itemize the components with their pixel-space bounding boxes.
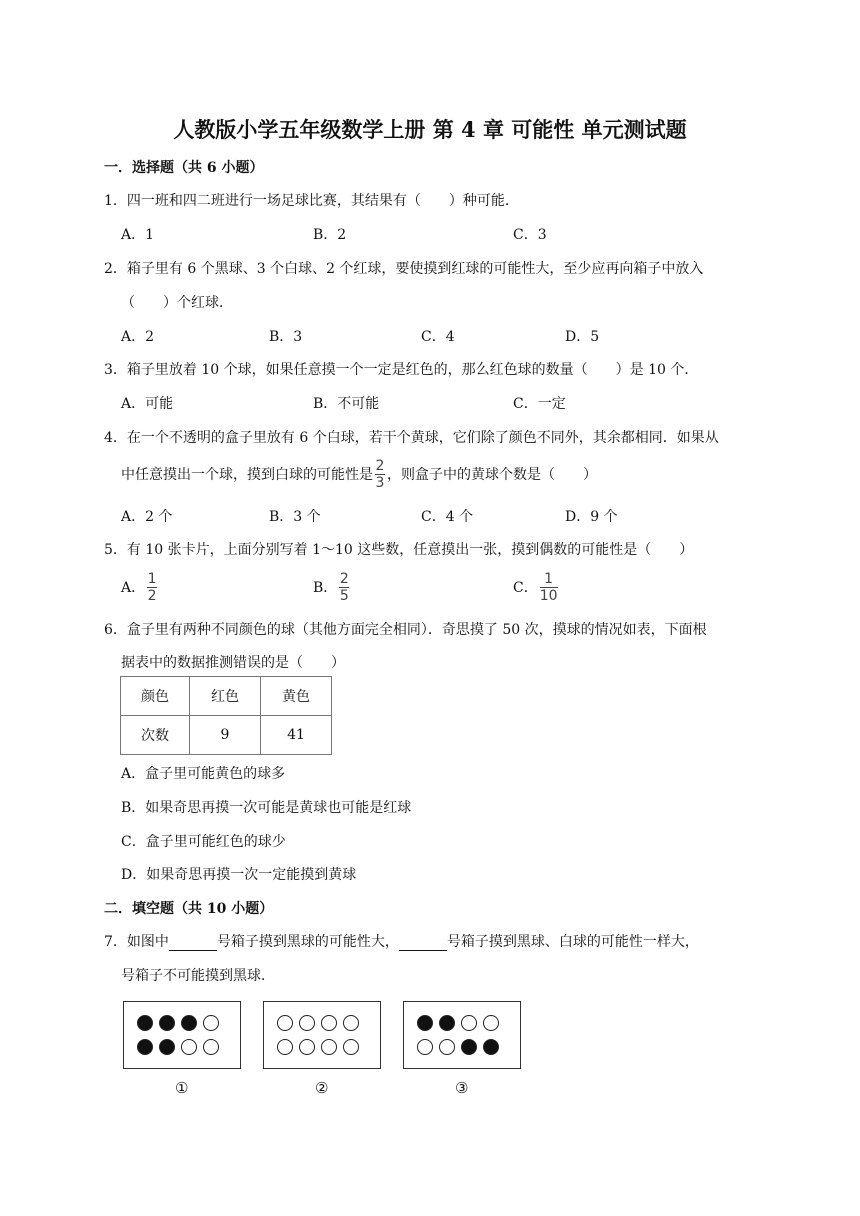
q3-stem: 3．箱子里放着 10 个球，如果任意摸一个一定是红色的，那么红色球的数量（ ）是 10 个．	[104, 362, 699, 378]
q6-data-table	[120, 676, 332, 755]
q2-option-c: C．4	[421, 329, 455, 345]
table-cell: 41	[261, 716, 332, 755]
table-header-row	[121, 677, 332, 716]
fraction-numerator: 1	[544, 570, 554, 587]
black-ball	[137, 1039, 153, 1055]
q6-stem-line1: 6．盒子里有两种不同颜色的球（其他方面完全相同）．奇思摸了 50 次，摸球的情况如表，下面根	[104, 622, 707, 638]
box-number-label: ②	[315, 1079, 329, 1097]
answer-blank[interactable]	[399, 936, 447, 951]
q1-option-b: B．2	[313, 227, 347, 243]
q5-option-c-fraction	[540, 572, 558, 603]
q6-option-d: D．如果奇思再摸一次一定能摸到黄球	[121, 867, 357, 883]
section-heading-choice: 一．选择题（共 6 小题）	[104, 160, 264, 176]
fraction-denominator: 10	[539, 587, 558, 604]
q4-option-a: A．2 个	[121, 509, 173, 525]
white-ball	[417, 1039, 433, 1055]
q3-option-a: A．可能	[121, 396, 174, 412]
q6-option-a: A．盒子里可能黄色的球多	[121, 766, 286, 782]
white-ball	[203, 1015, 219, 1031]
white-ball	[483, 1015, 499, 1031]
q4-option-b: B．3 个	[269, 509, 321, 525]
ball-box-2	[263, 1001, 381, 1069]
black-ball	[483, 1039, 499, 1055]
q5-option-b-fraction	[339, 572, 349, 603]
q5-option-b-label: B．	[313, 580, 338, 596]
q4-stem-line1: 4．在一个不透明的盒子里放有 6 个白球，若干个黄球，它们除了颜色不同外，其余都相同．如果从	[104, 430, 719, 446]
q2-stem-line2: （ ）个红球．	[121, 295, 233, 311]
q7-text-3: 号箱子摸到黑球、白球的可能性一样大，	[446, 934, 699, 950]
q4-fraction-denominator: 3	[375, 474, 385, 491]
white-ball	[299, 1015, 315, 1031]
q4-fraction-numerator: 2	[375, 457, 385, 474]
q2-stem-line1: 2．箱子里有 6 个黑球、3 个白球、2 个红球，要使摸到红球的可能性大，至少应再向箱子中放入	[104, 261, 704, 277]
white-ball	[203, 1039, 219, 1055]
q4-stem-line2	[121, 456, 597, 492]
q4-option-d: D．9 个	[565, 509, 618, 525]
table-cell: 颜色	[121, 677, 190, 716]
black-ball	[159, 1039, 175, 1055]
ball-box-1	[123, 1001, 241, 1069]
fraction-numerator: 2	[339, 570, 349, 587]
table-cell: 9	[190, 716, 261, 755]
q7-text-1: 7．如图中	[104, 934, 169, 950]
q1-option-a: A．1	[121, 227, 155, 243]
section-heading-fill: 二．填空题（共 10 小题）	[104, 901, 274, 917]
black-ball	[439, 1015, 455, 1031]
white-ball	[321, 1015, 337, 1031]
fraction-numerator: 1	[147, 570, 157, 587]
white-ball	[461, 1015, 477, 1031]
black-ball	[417, 1015, 433, 1031]
table-cell: 黄色	[261, 677, 332, 716]
q5-option-b	[313, 568, 351, 606]
fraction-denominator: 5	[339, 587, 349, 604]
q4-fraction	[375, 459, 385, 490]
q5-stem: 5．有 10 张卡片，上面分别写着 1～10 这些数，任意摸出一张，摸到偶数的可能性是（ ）	[104, 542, 694, 558]
q7-stem-line1	[104, 931, 699, 951]
table-cell: 次数	[121, 716, 190, 755]
box-number-label: ①	[175, 1079, 189, 1097]
q7-stem-line2: 号箱子不可能摸到黑球．	[121, 968, 275, 984]
q2-option-a: A．2	[121, 329, 155, 345]
q1-option-c: C．3	[513, 227, 547, 243]
q2-option-d: D．5	[565, 329, 600, 345]
q5-option-c	[513, 568, 560, 606]
q4-stem-text-b: ，则盒子中的黄球个数是（ ）	[387, 467, 597, 483]
box-number-label: ③	[455, 1079, 469, 1097]
q3-option-c: C．一定	[513, 396, 566, 412]
q4-option-c: C．4 个	[421, 509, 474, 525]
q5-option-a-fraction	[147, 572, 157, 603]
black-ball	[461, 1039, 477, 1055]
white-ball	[277, 1039, 293, 1055]
white-ball	[343, 1039, 359, 1055]
white-ball	[343, 1015, 359, 1031]
q1-stem: 1．四一班和四二班进行一场足球比赛，其结果有（ ）种可能．	[104, 193, 519, 209]
ball-box-3	[403, 1001, 521, 1069]
q6-option-b: B．如果奇思再摸一次可能是黄球也可能是红球	[121, 800, 412, 816]
q5-option-a-label: A．	[121, 580, 146, 596]
table-cell: 红色	[190, 677, 261, 716]
white-ball	[321, 1039, 337, 1055]
q6-stem-line2: 据表中的数据推测错误的是（ ）	[121, 655, 345, 671]
page-title: 人教版小学五年级数学上册 第 4 章 可能性 单元测试题	[173, 117, 687, 142]
white-ball	[277, 1015, 293, 1031]
black-ball	[181, 1015, 197, 1031]
q5-option-c-label: C．	[513, 580, 538, 596]
white-ball	[181, 1039, 197, 1055]
q2-option-b: B．3	[269, 329, 303, 345]
white-ball	[299, 1039, 315, 1055]
q7-text-2: 号箱子摸到黑球的可能性大，	[216, 934, 399, 950]
black-ball	[137, 1015, 153, 1031]
white-ball	[439, 1039, 455, 1055]
q3-option-b: B．不可能	[313, 396, 380, 412]
black-ball	[159, 1015, 175, 1031]
fraction-denominator: 2	[147, 587, 157, 604]
q6-option-c: C．盒子里可能红色的球少	[121, 834, 286, 850]
table-row	[121, 716, 332, 755]
q5-option-a	[121, 568, 159, 606]
answer-blank[interactable]	[169, 936, 217, 951]
q4-stem-text-a: 中任意摸出一个球，摸到白球的可能性是	[121, 467, 373, 483]
